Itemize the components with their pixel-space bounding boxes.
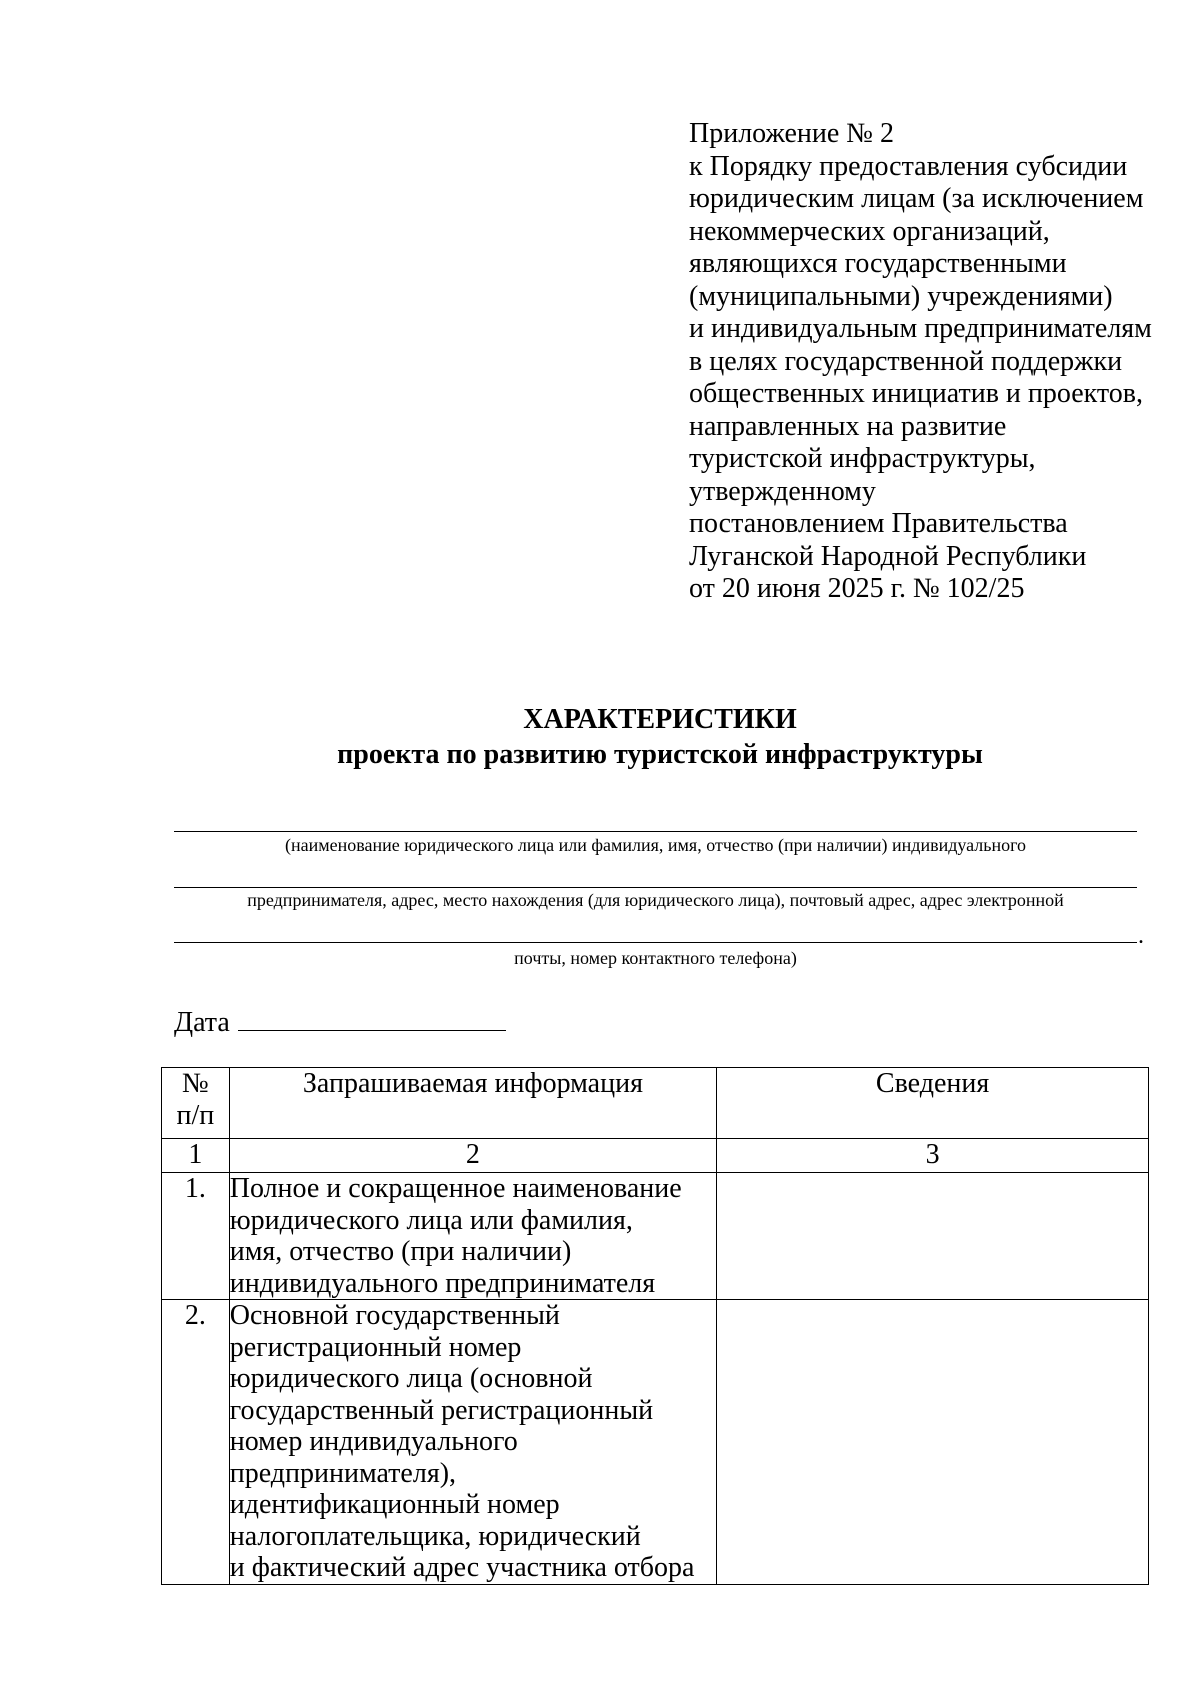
row-requested-info: [229, 1173, 716, 1300]
row-text-line: юридического лица (основной: [229, 1363, 593, 1394]
date-row: [174, 1002, 506, 1040]
row-text-line: налогоплательщика, юридический: [229, 1520, 641, 1552]
row-text-line: государственный регистрационный: [229, 1394, 654, 1426]
appendix-line: постановлением Правительства: [689, 508, 1068, 539]
row-requested-info: [229, 1300, 716, 1585]
row-number: 1.: [162, 1173, 230, 1300]
row-text-line: предпринимателя),: [229, 1457, 457, 1489]
row-text-line: Полное и сокращенное наименование: [229, 1173, 682, 1204]
applicant-contact-line[interactable]: [174, 942, 1137, 943]
appendix-header: [689, 118, 1189, 606]
row-details-cell[interactable]: [717, 1300, 1149, 1585]
title-subtitle: проекта по развитию туристской инфраструктуры: [337, 739, 983, 770]
row-text-line: Основной государственный: [229, 1300, 560, 1331]
header-number-symbol: №: [182, 1068, 209, 1099]
row-number: 2.: [162, 1300, 230, 1585]
title-main: ХАРАКТЕРИСТИКИ: [523, 704, 797, 735]
appendix-line: направленных на развитие: [689, 410, 1007, 442]
header-details: Сведения: [717, 1068, 1149, 1139]
applicant-address-line[interactable]: [174, 887, 1137, 888]
header-number-abbr: п/п: [176, 1099, 215, 1131]
info-table: [161, 1067, 1149, 1585]
row-text-line: идентификационный номер: [229, 1489, 560, 1520]
row-text-line: и фактический адрес участника отбора: [229, 1552, 695, 1583]
table-row: [162, 1300, 1149, 1585]
row-text-line: номер индивидуального: [229, 1426, 518, 1457]
applicant-address-caption: предпринимателя, адрес, место нахождения (для юридического лица), почтовый адрес, адрес электронной: [247, 890, 1064, 910]
appendix-line: общественных инициатив и проектов,: [689, 378, 1143, 409]
index-cell: 3: [717, 1139, 1149, 1173]
appendix-line: Луганской Народной Республики: [689, 540, 1087, 572]
appendix-line: туристской инфраструктуры,: [689, 443, 1036, 474]
row-details-cell[interactable]: [717, 1173, 1149, 1300]
date-label: Дата: [174, 1007, 230, 1038]
table-header-row: [162, 1068, 1149, 1139]
appendix-line: Приложение № 2: [689, 118, 894, 149]
header-requested-info: Запрашиваемая информация: [229, 1068, 716, 1139]
row-text-line: индивидуального предпринимателя: [229, 1267, 656, 1299]
appendix-line: к Порядку предоставления субсидии: [689, 150, 1128, 182]
table-row: [162, 1173, 1149, 1300]
table-index-row: [162, 1139, 1149, 1173]
appendix-line: от 20 июня 2025 г. № 102/25: [689, 573, 1025, 604]
date-input-line[interactable]: [238, 1002, 506, 1031]
appendix-line: являющихся государственными: [689, 248, 1067, 279]
appendix-line: некоммерческих организаций,: [689, 215, 1050, 247]
document-title: [0, 702, 1200, 772]
applicant-name-caption: (наименование юридического лица или фамилия, имя, отчество (при наличии) индивидуального: [284, 835, 1027, 855]
index-cell: 1: [162, 1139, 230, 1173]
row-text-line: имя, отчество (при наличии): [229, 1236, 572, 1267]
appendix-line: и индивидуальным предпринимателям: [689, 313, 1152, 344]
applicant-name-line[interactable]: [174, 831, 1137, 832]
appendix-line: в целях государственной поддержки: [689, 345, 1123, 377]
appendix-line: (муниципальными) учреждениями): [689, 280, 1113, 312]
index-cell: 2: [229, 1139, 716, 1173]
applicant-contact-caption: почты, номер контактного телефона): [514, 948, 797, 968]
appendix-line: утвержденному: [689, 475, 876, 507]
header-number: [162, 1068, 230, 1139]
row-text-line: юридического лица или фамилия,: [229, 1204, 633, 1236]
trailing-period: .: [1138, 923, 1144, 949]
row-text-line: регистрационный номер: [229, 1331, 522, 1363]
appendix-line: юридическим лицам (за исключением: [689, 183, 1144, 214]
